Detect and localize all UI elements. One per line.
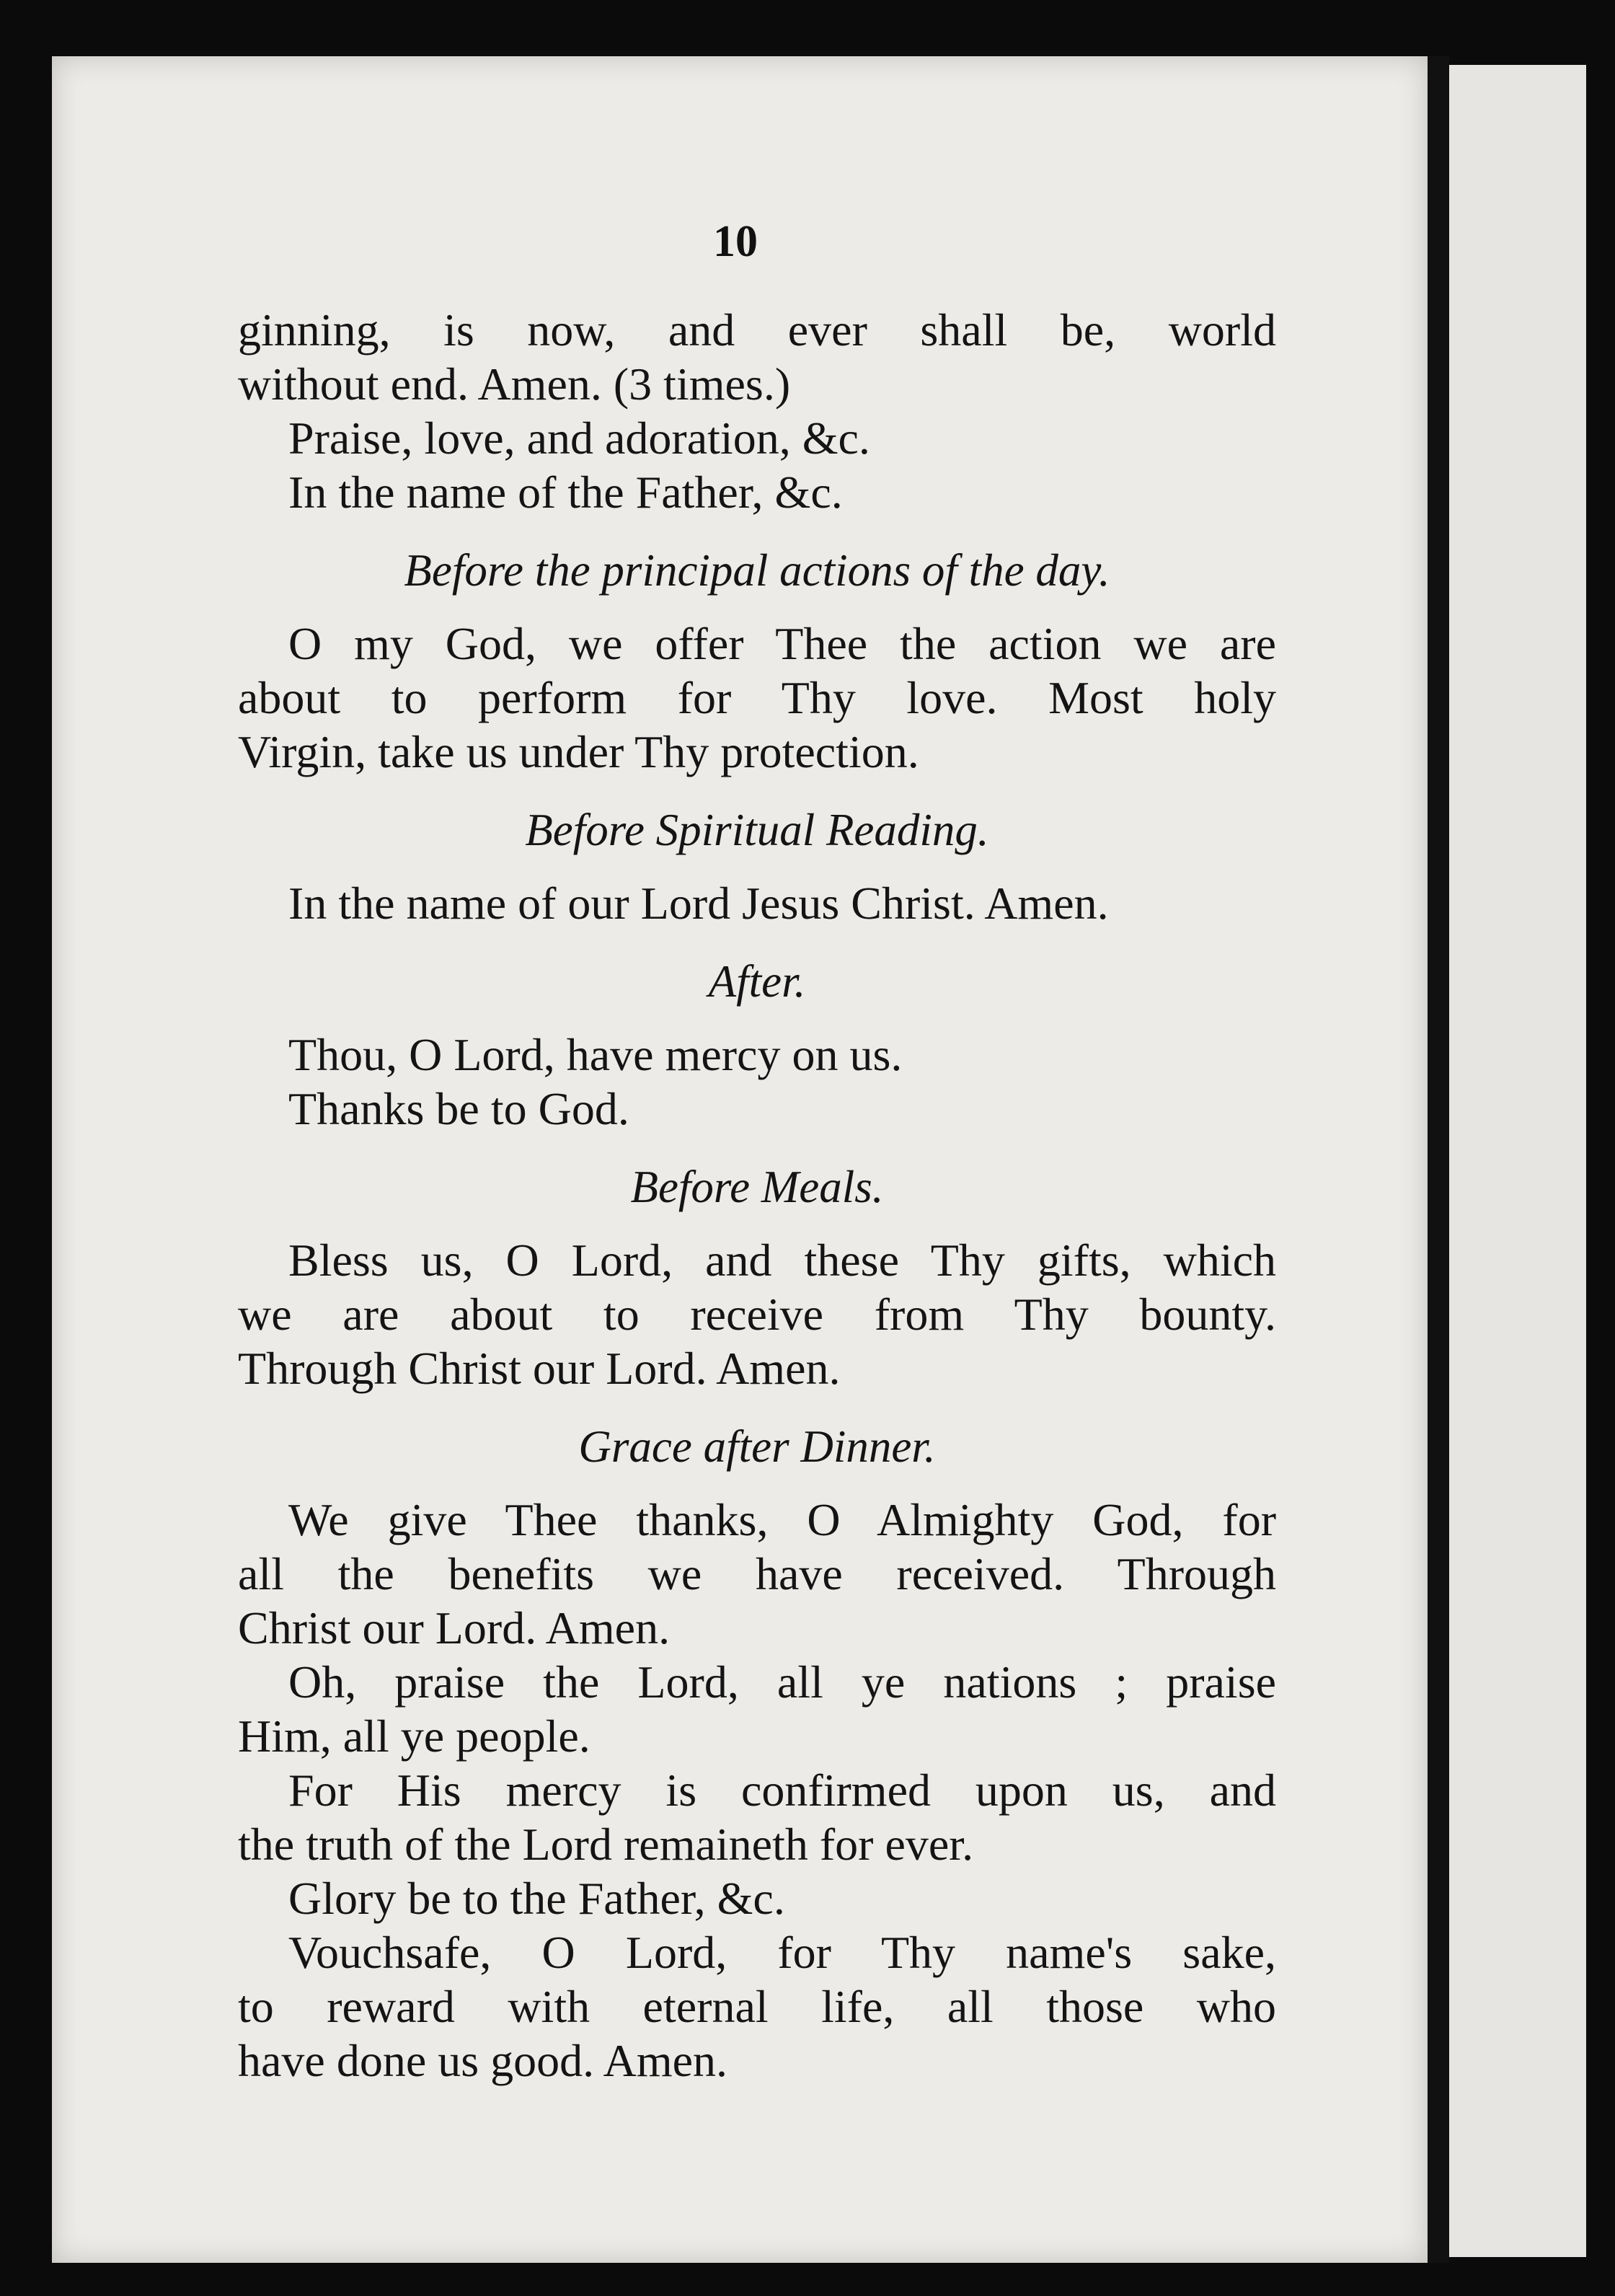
text-line: Thou, O Lord, have mercy on us. — [288, 1029, 903, 1080]
facing-page-edge — [1449, 65, 1586, 2257]
book-spine — [1428, 56, 1449, 2263]
section-heading: Before the principal actions of the day. — [404, 545, 1110, 596]
text-line: have done us good. Amen. — [238, 2035, 727, 2086]
text-line: to reward with eternal life, all those who — [238, 1981, 1276, 2032]
text-line: Through Christ our Lord. Amen. — [238, 1343, 841, 1394]
section-heading: Grace after Dinner. — [578, 1421, 936, 1472]
page-text — [238, 303, 1276, 2088]
text-line: We give Thee thanks, O Almighty God, for — [288, 1494, 1276, 1545]
text-line: Oh, praise the Lord, all ye nations ; praise — [288, 1656, 1276, 1708]
text-line: Vouchsafe, O Lord, for Thy name's sake, — [288, 1927, 1276, 1978]
text-line: all the benefits we have received. Through — [238, 1548, 1276, 1599]
section-heading: Before Spiritual Reading. — [525, 805, 989, 855]
text-line: the truth of the Lord remaineth for ever. — [238, 1819, 974, 1870]
text-line: Him, all ye people. — [238, 1710, 590, 1762]
section-heading: After. — [708, 956, 806, 1007]
text-line: In the name of our Lord Jesus Christ. Amen. — [288, 878, 1109, 929]
text-line: In the name of the Father, &c. — [288, 467, 843, 518]
text-line: Thanks be to God. — [288, 1083, 629, 1134]
text-line: Virgin, take us under Thy protection. — [238, 726, 919, 777]
text-line: Praise, love, and adoration, &c. — [288, 412, 870, 464]
section-heading: Before Meals. — [630, 1162, 884, 1212]
page-number: 10 — [713, 217, 758, 266]
text-line: O my God, we offer Thee the action we are — [288, 618, 1276, 669]
text-line: Christ our Lord. Amen. — [238, 1602, 671, 1653]
text-line: For His mercy is confirmed upon us, and — [288, 1765, 1276, 1816]
text-line: Bless us, O Lord, and these Thy gifts, which — [288, 1235, 1276, 1286]
text-line: about to perform for Thy love. Most holy — [238, 672, 1276, 723]
text-line: we are about to receive from Thy bounty. — [238, 1289, 1276, 1340]
text-line: ginning, is now, and ever shall be, world — [238, 304, 1276, 356]
text-line: without end. Amen. (3 times.) — [238, 358, 791, 410]
text-line: Glory be to the Father, &c. — [288, 1873, 785, 1924]
